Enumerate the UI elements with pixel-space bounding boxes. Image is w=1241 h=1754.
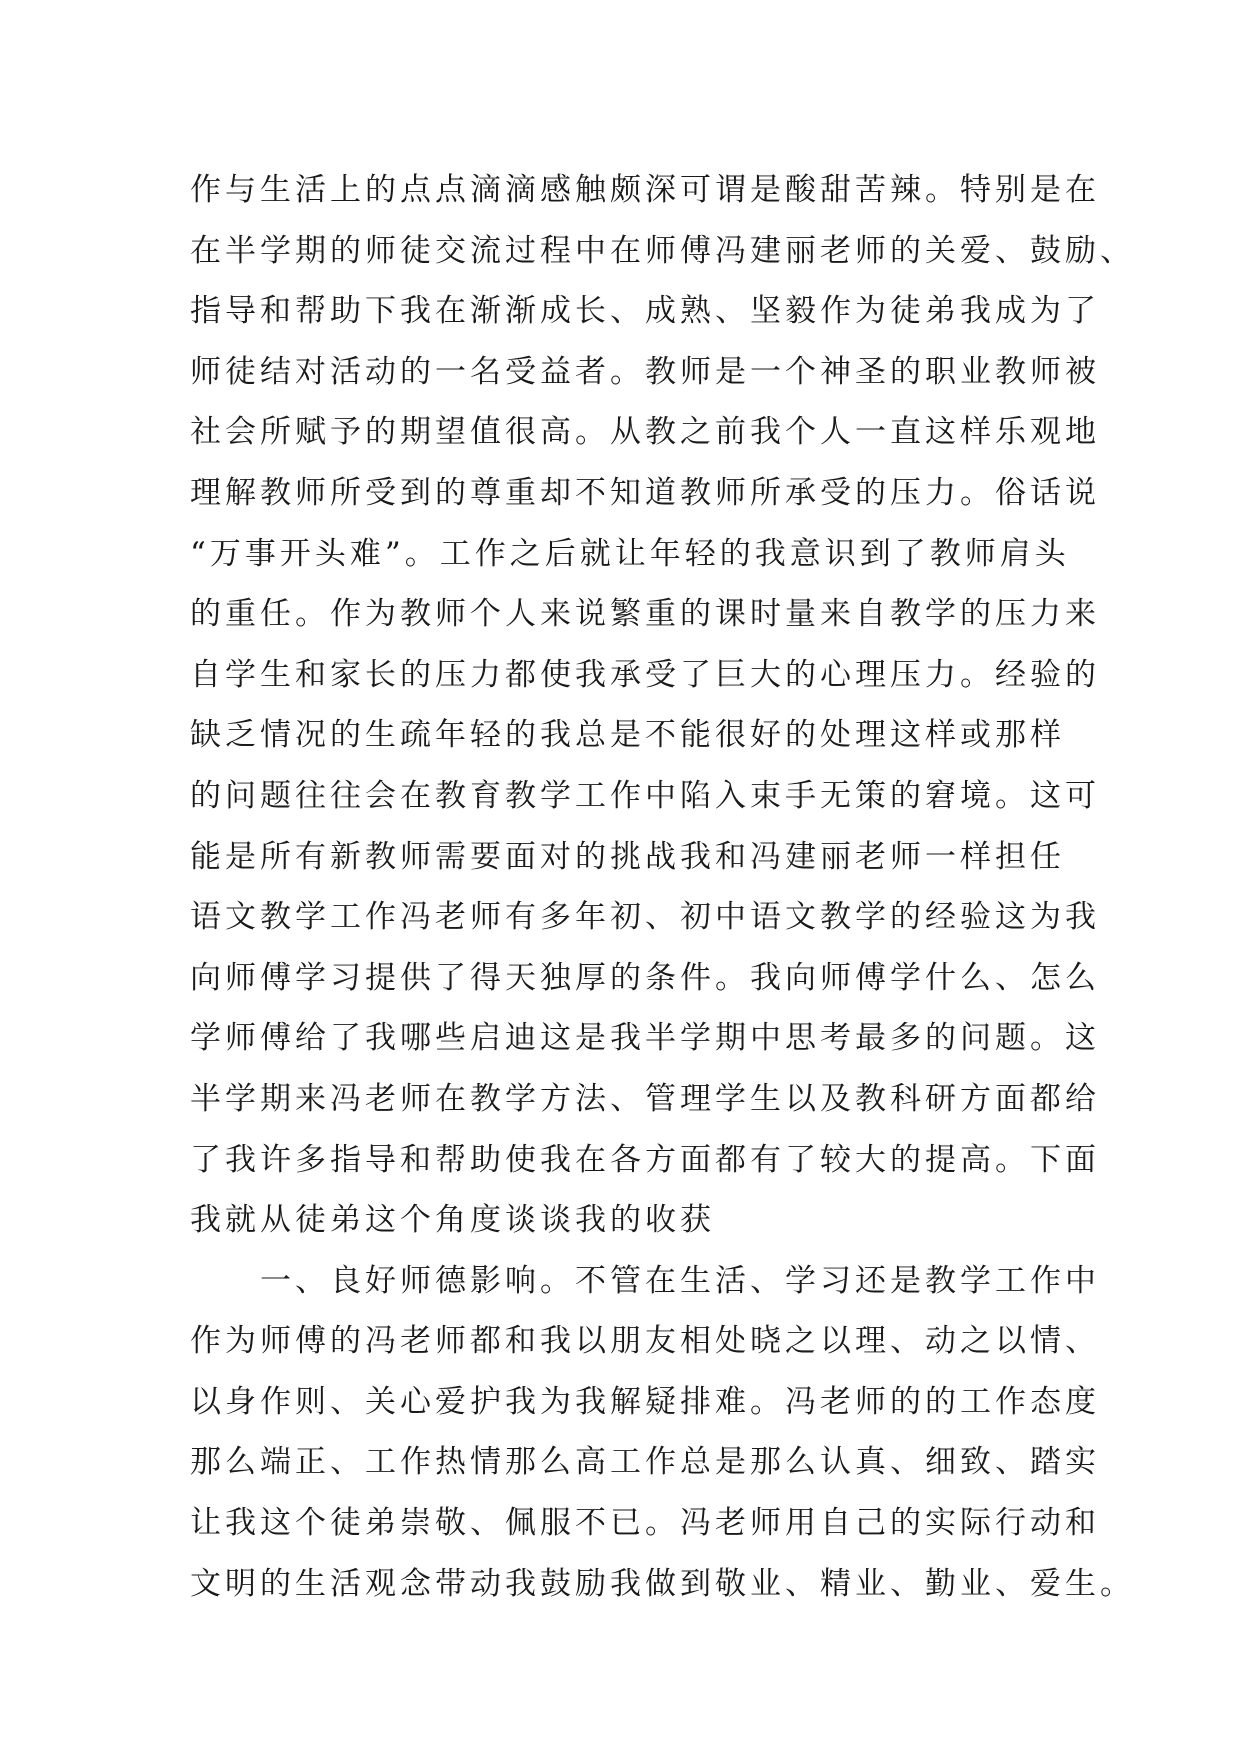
text-line: 让我这个徒弟崇敬、佩服不已。冯老师用自己的实际行动和 (190, 1505, 1100, 1542)
text-line: 半学期来冯老师在教学方法、管理学生以及教科研方面都给 (190, 1080, 1100, 1117)
text-line: 的重任。作为教师个人来说繁重的课时量来自教学的压力来 (190, 596, 1100, 633)
text-line: 语文教学工作冯老师有多年初、初中语文教学的经验这为我 (190, 899, 1100, 936)
text-line: 了我许多指导和帮助使我在各方面都有了较大的提高。下面 (190, 1141, 1100, 1178)
text-line: 学师傅给了我哪些启迪这是我半学期中思考最多的问题。这 (190, 1020, 1100, 1057)
text-line: 缺乏情况的生疏年轻的我总是不能很好的处理这样或那样 (190, 717, 1065, 754)
text-line: 作为师傅的冯老师都和我以朋友相处晓之以理、动之以情、 (190, 1323, 1100, 1360)
text-line: 师徒结对活动的一名受益者。教师是一个神圣的职业教师被 (190, 353, 1100, 390)
text-line: 以身作则、关心爱护我为我解疑排难。冯老师的的工作态度 (190, 1383, 1100, 1420)
text-line: 在半学期的师徒交流过程中在师傅冯建丽老师的关爱、鼓励、 (190, 232, 1135, 269)
text-line: 能是所有新教师需要面对的挑战我和冯建丽老师一样担任 (190, 838, 1065, 875)
body-text (190, 160, 1135, 1614)
text-line: “万事开头难”。工作之后就让年轻的我意识到了教师肩头 (190, 535, 1070, 572)
text-line: 作与生活上的点点滴滴感触颇深可谓是酸甜苦辣。特别是在 (190, 172, 1100, 208)
text-line: 指导和帮助下我在渐渐成长、成熟、坚毅作为徒弟我成为了 (190, 293, 1100, 330)
paragraph-first-line: 一、良好师德影响。不管在生活、学习还是教学工作中 (260, 1262, 1100, 1299)
text-line: 的问题往往会在教育教学工作中陷入束手无策的窘境。这可 (190, 777, 1100, 814)
text-line: 文明的生活观念带动我鼓励我做到敬业、精业、勤业、爱生。 (190, 1565, 1135, 1602)
text-line: 社会所赋予的期望值很高。从教之前我个人一直这样乐观地 (190, 414, 1100, 451)
text-line: 那么端正、工作热情那么高工作总是那么认真、细致、踏实 (190, 1444, 1100, 1481)
text-line: 我就从徒弟这个角度谈谈我的收获 (190, 1202, 715, 1239)
text-line: 理解教师所受到的尊重却不知道教师所承受的压力。俗话说 (190, 474, 1100, 511)
text-line: 自学生和家长的压力都使我承受了巨大的心理压力。经验的 (190, 656, 1100, 693)
text-line: 向师傅学习提供了得天独厚的条件。我向师傅学什么、怎么 (190, 959, 1100, 996)
